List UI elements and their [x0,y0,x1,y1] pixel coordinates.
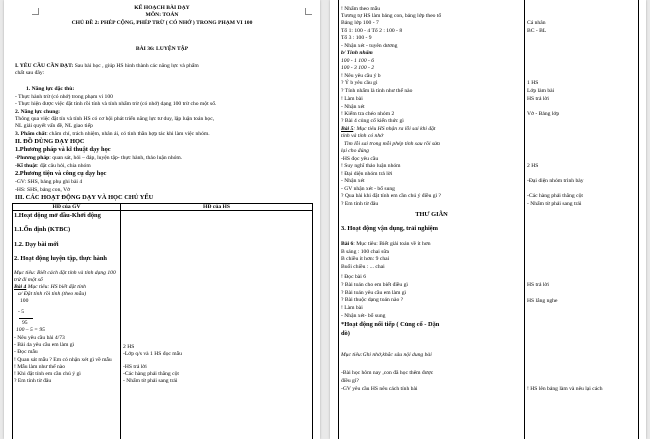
exercise-4-line [14,284,86,290]
plan-title: KẾ HOẠCH BÀI DẠY [134,5,190,11]
hs-step: ! HS lên bảng làm và nêu lại cách [527,386,603,392]
activity-new-lesson: 1.2. Dạy bài mới [14,241,59,248]
gv-step: ! Nhẩm theo mẫu [341,6,380,12]
method-label: -Phương pháp [15,155,50,161]
text-line: -GV: SHS, bảng phụ ghi bài 4 [15,179,83,185]
text-line: tính và tính có nhớ [341,133,384,139]
gv-step: ? Em tính từ đâu [341,201,379,207]
gv-step: -GV yêu cầu HS nêu cách tính bài [341,386,418,392]
exercise-4-label: Bài 4 [14,284,27,290]
activity-stabilize: 1.1.Ổn định (KTBC) [14,226,71,233]
section-tools: 2.Phương tiện và công cụ dạy học [15,170,107,177]
gv-step: ? Bài toán cho em biết điều gì [341,282,408,288]
text-line: Tìm lỗi sai trong mỗi phép tính sau rồi sửa [344,141,440,147]
document-page-1 [4,0,320,439]
text-line: - Thực hành trừ (có nhớ) trong phạm vi 100 [15,94,113,100]
gv-step: Tổ 1: 100 - 4 Tổ 2 : 100 - 8 [341,28,403,34]
hs-step: 1 HS [527,80,539,86]
gv-step: Buổi chiều : ... chai [341,264,385,270]
gv-step: ? Bài 4 củng cố kiến thức gì [341,118,404,124]
technique-text: : đặt câu hỏi, chia nhóm [36,163,91,169]
gv-step: ! Nêu yêu cầu ý b [341,73,381,79]
activity-practice: 2. Hoạt động luyện tập, thực hành [14,255,107,262]
hs-step: -HS trả lời [123,364,147,370]
break-title: THƯ GIÃN [415,211,448,218]
requirements-text: Sau bài học , giúp HS hình thành các năng lực và phẩm [74,63,199,69]
exercise-5-label: Bài 5 [341,126,354,132]
text-line: NL giải quyết vấn đề, NL giao tiếp [15,123,93,129]
activity-opening: 1.Hoạt động mở đầu-Khởi động [14,212,101,219]
gv-step: ! Khi đặt tính em cần chú ý gì [14,371,81,377]
gv-step: - Đọc mẫu [14,349,38,355]
hs-step: -Lớp q/s và 1 HS đọc mẫu [123,351,182,357]
gv-step: -Bài học hôm nay ,con đã học thêm được [341,370,434,376]
qualities-line [15,131,210,137]
objective-line: trừ đi một số [14,277,43,283]
hs-step: HS lắng nghe [527,298,558,304]
gv-step: B sáng : 100 chai sữa [341,249,389,255]
column-header-hs: HĐ của HS [202,204,231,210]
section-materials: II. ĐỒ DÙNG DẠY HỌC [15,138,85,145]
table-border [120,203,121,439]
mental-math-row: 100 - 1 100 - 6 [341,58,375,64]
section-activities: III. CÁC HOẠT ĐỘNG DẠY VÀ HỌC CHỦ YẾU [15,194,154,201]
method-line [15,155,182,161]
hs-step: -Đại diện nhóm trình bày [527,178,584,184]
hs-step: - Nhẩm từ phải sang trái [123,378,178,384]
hs-step: 2 HS [527,163,539,169]
gv-step: điều gì? [341,378,359,384]
calc-line: 100 – 5 = 95 [16,327,45,333]
table-border [12,203,13,439]
gv-step: ? Ý b yêu cầu gì [341,80,378,86]
hs-step: Lớp làm bài [527,88,555,94]
objective-line: Mục tiêu: Biết cách đặt tính và tính dạng 100 [14,270,116,276]
lesson-title: BÀI 36: LUYỆN TẬP [135,46,189,52]
column-header-gv: HĐ của GV [52,204,81,210]
gv-step: - Nhận xét- bổ sung [341,313,386,319]
technique-label: -Kĩ thuật [15,163,37,169]
section-specific-competence: 1. Năng lực đặc thù: [26,86,75,92]
requirements-heading: I. YÊU CẦU CẦN ĐẠT: [15,63,74,69]
gv-step: ? Tính nhẩm là tính như thế nào [341,88,413,94]
gv-step: ! Suy nghĩ thảo luận nhóm [341,163,401,169]
gv-step: - Nhận xét - tuyên dương [341,43,398,49]
hs-step: -Các hàng phải thẳng cột [527,193,583,199]
text-line: -HS: SHS, bảng con, Vở [15,187,71,193]
sum-number-1: 100 [20,298,29,304]
sum-result: 95 [22,320,28,326]
objective-line: Mục tiêu:Ghi nhớ,khắc sâu nội dung bài [341,352,432,358]
document-page-2 [330,0,646,439]
exercise-6-line [341,241,431,247]
exercise-6-label: Bài 6 [341,241,354,247]
gv-step: ! Làm bài [341,305,363,311]
gv-step: - Nhận xét [341,178,365,184]
exercise-6-text: : Mục tiêu: Biết giải toán về ít hơn [353,241,431,247]
technique-line [15,163,91,169]
qualities-label: 3. Phẩm chất [15,131,47,137]
gv-step: ! Quan sát mẫu ? Em có nhận xét gì về mẫu [14,357,112,363]
hs-step: BC - BL [527,28,547,34]
hs-step: Vở - Bảng lớp [527,111,560,117]
gv-step: - Nhận xét [341,104,365,110]
gv-step: ? Bài thuộc dạng toán nào ? [341,297,404,303]
hs-step: 2 HS [123,344,135,350]
table-border [312,203,313,439]
exercise-4-text: Mục tiêu: HS biết đặt tính [27,284,86,290]
section-general-competence: 2. Năng lực chung: [15,109,61,115]
gv-step: Tổ 3 : 100 - 9 [341,35,372,41]
gv-step: Tương tự HS làm bảng con, bảng lớp theo tổ [341,13,442,19]
gv-step: - Nêu yêu cầu bài 4/73 [14,335,65,341]
requirements-line [15,63,199,69]
gv-step: ? Bài toán yêu cầu em làm gì [341,290,407,296]
gv-step: ? Em tính từ đâu [14,378,52,384]
gv-step: - GV nhận xét - bổ sung [341,186,395,192]
sum-number-2: - 5 [18,309,25,315]
table-border [338,0,339,439]
requirements-text-2: chất sau đây: [15,70,45,76]
text-line: lại cho đúng [341,148,369,154]
text-line: - Thực hiện được việc đặt tính rồi tính và tính nhẩm trừ (có nhớ) dạng 100 trừ cho một số. [15,101,217,107]
activity-followup: *Hoạt động nối tiếp ( Củng cố - Dặn [341,321,440,328]
table-border [638,0,639,439]
exercise-4b-title: b/ Tính nhẩm [341,50,373,56]
qualities-text: : chăm chỉ, trách nhiệm, nhân ái, có tinh thần hợp tác khi làm việc nhóm. [46,131,210,137]
mental-math-row: 100 - 3 100 - 2 [341,65,375,71]
gv-step: ! Đọc bài 6 [341,274,367,280]
gv-step: ! Làm bài [341,96,363,102]
gv-step: B chiều ít hơn: 9 chai [341,256,390,262]
hs-step: -Các hàng phải thẳng cột [123,371,179,377]
gv-step: ? Qua bài khi đặt tính em cần chú ý điều gì ? [341,193,442,199]
activity-application: 3. Hoạt động vận dụng, trải nghiệm [341,225,438,232]
exercise-4a: a/ Đặt tính rồi tính (theo mẫu) [18,291,87,297]
hs-step: HS trả lời [527,96,549,102]
gv-step: - Bài 4a yêu cầu em làm gì [14,342,75,348]
hs-step: - Nhẩm từ phải sang trái [527,201,582,207]
gv-step: ! Kiểm tra chéo nhóm 2 [341,111,395,117]
gv-step: ! Mẫu làm như thế nào [14,364,66,370]
topic-title: CHỦ ĐỀ 2: PHÉP CỘNG, PHÉP TRỪ ( CÓ NHỚ ) TRONG PHẠM VI 100 [71,20,253,26]
hs-step: HS trả lời [527,282,549,288]
section-methods: 1.Phương pháp và kĩ thuật dạy học [15,146,111,153]
exercise-5-line [341,126,435,132]
subject-title: MÔN: TOÁN [145,12,179,18]
exercise-5-text: : Mục tiêu HS nhận ra lỗi sai khi đặt [353,126,436,132]
activity-followup-2: dò) [341,330,350,337]
gv-step: ! Đại diện nhóm trả lời [341,171,393,177]
gv-step: -HS đọc yêu cầu [341,156,379,162]
gv-step: Bảng lớp 100 - 7 [341,20,379,26]
text-line: Thông qua việc đặt tín và tính HS có cơ hội phát triển năng lực tư duy, lập luận toán học, [15,116,215,122]
hs-step: Cá nhân [527,20,546,26]
method-text: : quan sát, hỏi – đáp, luyện tập- thực hành, thảo luận nhóm. [49,155,183,161]
sum-line [19,318,33,319]
table-border [524,0,525,439]
